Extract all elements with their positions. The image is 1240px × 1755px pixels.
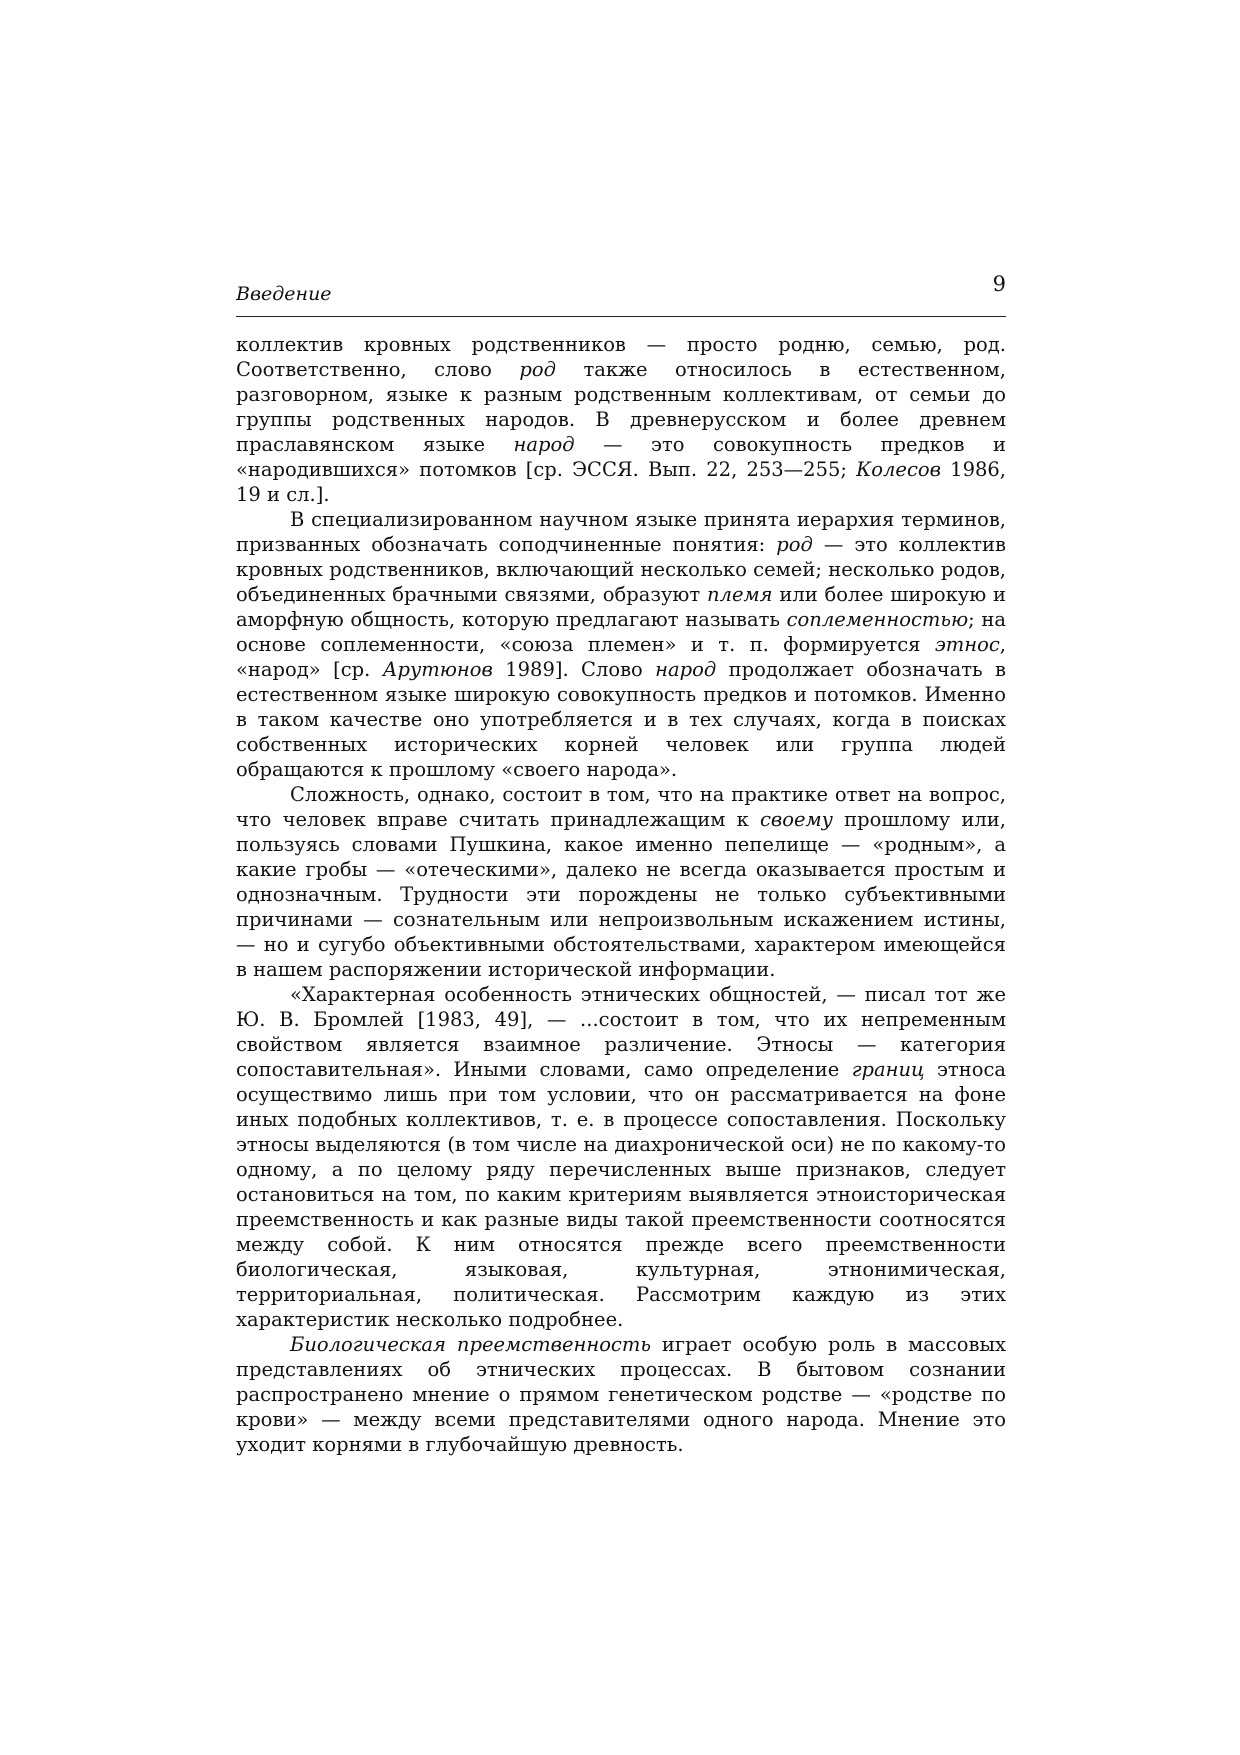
text-run: коллектив кровных родственников — просто родню, семью, род. Соответственно, слово bbox=[236, 333, 1006, 381]
paragraph bbox=[236, 332, 1006, 507]
running-head bbox=[236, 272, 1006, 317]
text-run: продолжает обозначать в естественном языке широкую совокупность предков и потомков. Именно в таком качестве оно употребляется и в тех случаях, когда в поисках собственных исторических корней человек или группа людей обращаются к прошлому «своего народа». bbox=[236, 658, 1006, 781]
italic-text-run: своему bbox=[759, 808, 833, 831]
text-run: В специализированном научном языке принята иерархия терминов, призванных обозначать соподчиненные понятия: bbox=[236, 508, 1006, 556]
text-run: играет особую роль в массовых представлениях об этнических процессах. В бытовом сознании распространено мнение о прямом генетическом родстве — «родстве по крови» — между всеми представителями одного народа. Мнение это уходит корнями в глубочайшую древность. bbox=[236, 1333, 1007, 1456]
text-run: прошлому или, пользуясь словами Пушкина, какое именно пепелище — «родным», а какие гробы — «отеческими», далеко не всегда оказывается простым и однозначным. Трудности эти порождены не только субъективными причинами — сознательным или непроизвольным искажением истины, — но и сугубо объективными обстоятельствами, характером имеющейся в нашем распоряжении исторической информации. bbox=[236, 808, 1006, 981]
italic-text-run: Колесов bbox=[856, 458, 941, 481]
italic-text-run: Арутюнов bbox=[382, 658, 493, 681]
italic-text-run: соплеменностью bbox=[786, 608, 969, 631]
paragraph bbox=[236, 507, 1006, 782]
text-run: — это совокупность предков и «народившихся» потомков [ср. ЭССЯ. Вып. 22, 253—255; bbox=[236, 433, 1006, 481]
text-run: «Характерная особенность этнических общностей, — писал тот же Ю. В. Бромлей [1983, 49], — ...состоит в том, что их непременным свойством является взаимное различение. Этносы — категория сопоставительная». Иными словами, само определение bbox=[236, 983, 1006, 1081]
text-run: ; на основе соплеменности, «союза племен» и т. п. формируется bbox=[236, 608, 1006, 656]
page-number: 9 bbox=[992, 272, 1006, 296]
text-run: , «народ» [ср. bbox=[236, 633, 1006, 681]
section-title: Введение bbox=[236, 283, 332, 305]
italic-text-run: род bbox=[519, 358, 556, 381]
italic-text-run: народ bbox=[655, 658, 717, 681]
italic-text-run: народ bbox=[513, 433, 575, 456]
text-run: 1989]. Слово bbox=[492, 658, 656, 681]
italic-text-run: границ bbox=[851, 1058, 925, 1081]
italic-text-run: род bbox=[776, 533, 813, 556]
paragraph bbox=[236, 782, 1006, 982]
paragraph bbox=[236, 1332, 1006, 1457]
text-run: Сложность, однако, состоит в том, что на практике ответ на вопрос, что человек вправе считать принадлежащим к bbox=[236, 783, 1006, 831]
text-run: или более широкую и аморфную общность, которую предлагают называть bbox=[236, 583, 1006, 631]
italic-text-run: племя bbox=[706, 583, 773, 606]
text-run: также относилось в естественном, разговорном, языке к разным родственным коллективам, от семьи до группы родственных народов. В древнерусском и более древнем праславянском языке bbox=[236, 358, 1006, 456]
italic-text-run: этнос bbox=[934, 633, 1000, 656]
text-run: этноса осуществимо лишь при том условии, что он рассматривается на фоне иных подобных коллективов, т. е. в процессе сопоставления. Поскольку этносы выделяются (в том числе на диахронической оси) не по какому-то одному, а по целому ряду перечисленных выше признаков, следует остановиться на том, по каким критериям выявляется этноисторическая преемственность и как разные виды такой преемственности соотносятся между собой. К ним относятся прежде всего преемственности биологическая, языковая, культурная, этнонимическая, территориальная, политическая. Рассмотрим каждую из этих характеристик несколько подробнее. bbox=[236, 1058, 1006, 1331]
body-text bbox=[236, 332, 1006, 1457]
paragraph bbox=[236, 982, 1006, 1332]
italic-text-run: Биологическая преемственность bbox=[290, 1333, 651, 1356]
text-run: — это коллектив кровных родственников, включающий несколько семей; несколько родов, объединенных брачными связями, образуют bbox=[236, 533, 1006, 606]
text-run: 1986, 19 и сл.]. bbox=[236, 458, 1006, 506]
